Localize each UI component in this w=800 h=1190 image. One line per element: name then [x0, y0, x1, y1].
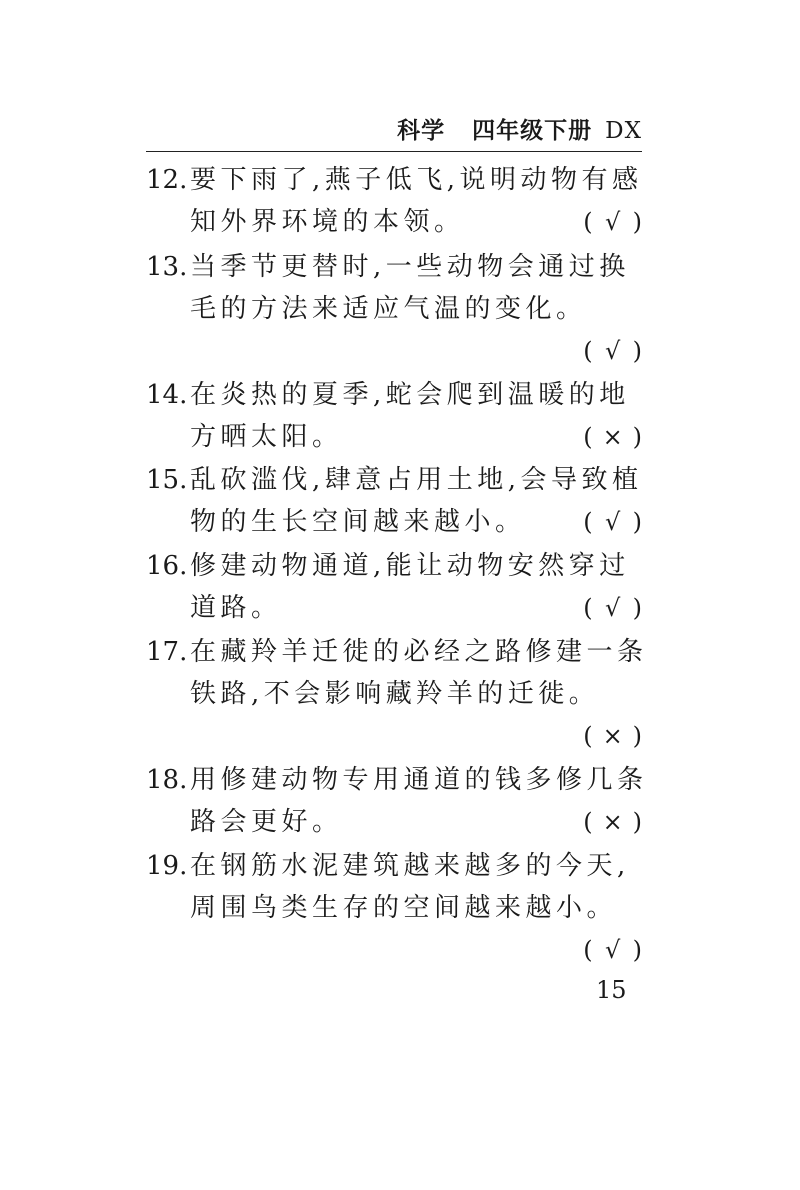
answer-mark: √	[604, 208, 621, 236]
question-text: 要下雨了,燕子低飞,说明动物有感	[190, 165, 643, 195]
question-12-line2	[146, 201, 642, 243]
question-18-line2	[146, 801, 642, 843]
question-text: 当季节更替时,一些动物会通过换	[190, 252, 630, 282]
question-14-line2	[146, 416, 642, 458]
question-text: 知外界环境的本领。	[190, 207, 465, 237]
question-19-line2	[146, 887, 642, 929]
answer-box: ( √ )	[583, 929, 642, 971]
question-13-line2	[146, 288, 642, 330]
question-15-line2	[146, 501, 642, 543]
answer-mark: √	[604, 508, 621, 536]
question-text: 铁路,不会影响藏羚羊的迁徙。	[190, 679, 600, 709]
answer-box: ( × )	[583, 801, 642, 843]
answer-box: ( × )	[583, 416, 642, 458]
question-19-answer-line	[146, 929, 642, 971]
question-text: 道路。	[190, 593, 282, 623]
question-12-line1	[146, 159, 642, 201]
question-17-answer-line	[146, 715, 642, 757]
question-text: 在炎热的夏季,蛇会爬到温暖的地	[190, 380, 630, 410]
question-19-line1	[146, 845, 642, 887]
answer-box: ( √ )	[583, 330, 642, 372]
question-text: 修建动物通道,能让动物安然穿过	[190, 551, 630, 581]
question-number: 19.	[146, 851, 188, 881]
answer-box: ( √ )	[583, 587, 642, 629]
question-number: 18.	[146, 765, 188, 795]
question-number: 15.	[146, 465, 188, 495]
question-text: 在钢筋水泥建筑越来越多的今天,	[190, 851, 630, 881]
page-header	[146, 112, 642, 145]
answer-box: ( √ )	[583, 201, 642, 243]
answer-mark: √	[604, 337, 621, 365]
question-text: 物的生长空间越来越小。	[190, 507, 526, 537]
question-15-line1	[146, 459, 642, 501]
answer-mark: √	[604, 594, 621, 622]
answer-mark: ×	[602, 722, 623, 750]
header-code: DX	[605, 118, 642, 144]
question-16-line2	[146, 587, 642, 629]
question-number: 12.	[146, 165, 188, 195]
question-13-answer-line	[146, 330, 642, 372]
question-text: 毛的方法来适应气温的变化。	[190, 294, 587, 324]
question-18-line1	[146, 759, 648, 801]
answer-box: ( × )	[583, 715, 642, 757]
question-text: 周围鸟类生存的空间越来越小。	[190, 893, 618, 923]
question-14-line1	[146, 374, 642, 416]
question-number: 14.	[146, 380, 188, 410]
question-13-line1	[146, 246, 642, 288]
header-grade: 四年级下册	[472, 118, 593, 144]
question-text: 用修建动物专用通道的钱多修几条	[190, 765, 648, 795]
question-17-line2	[146, 673, 642, 715]
question-text: 在藏羚羊迁徙的必经之路修建一条	[190, 637, 648, 667]
answer-mark: ×	[602, 423, 623, 451]
question-number: 17.	[146, 637, 188, 667]
answer-mark: ×	[602, 808, 623, 836]
question-17-line1	[146, 631, 648, 673]
question-number: 13.	[146, 252, 188, 282]
page-number: 15	[596, 976, 627, 1004]
answer-mark: √	[604, 936, 621, 964]
question-number: 16.	[146, 551, 188, 581]
question-text: 乱砍滥伐,肆意占用土地,会导致植	[190, 465, 643, 495]
question-text: 方晒太阳。	[190, 422, 343, 452]
header-subject: 科学	[397, 118, 446, 144]
question-16-line1	[146, 545, 642, 587]
answer-box: ( √ )	[583, 501, 642, 543]
question-text: 路会更好。	[190, 807, 343, 837]
header-rule	[146, 151, 642, 152]
